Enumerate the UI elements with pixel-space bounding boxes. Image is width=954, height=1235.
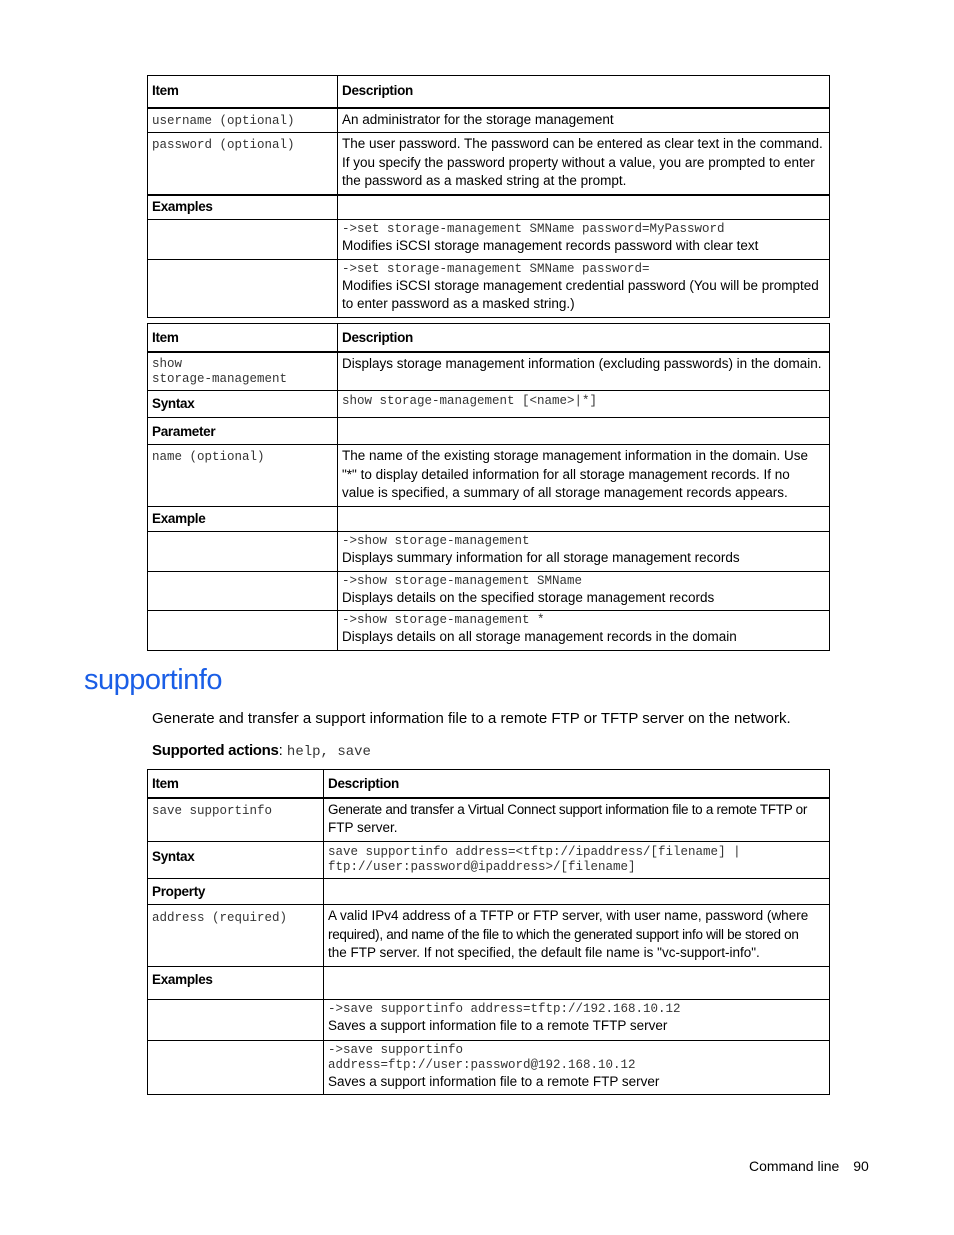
item-cell: username (optional)	[148, 108, 338, 133]
section-title: supportinfo	[84, 664, 222, 696]
examples-label: Examples	[148, 195, 338, 220]
table-row	[148, 506, 830, 532]
syntax-cell: show storage-management [<name>|*]	[338, 390, 830, 417]
table-row	[148, 352, 830, 391]
table-row	[148, 1040, 830, 1095]
column-header-item: Item	[148, 76, 338, 108]
table-row	[148, 108, 830, 133]
item-cell: name (optional)	[148, 445, 338, 507]
section-intro: Generate and transfer a support information file to a remote FTP or TFTP server on the network.	[152, 710, 791, 727]
column-header-description: Description	[324, 770, 830, 798]
table-set-storage-management	[147, 75, 830, 318]
supported-actions-label: Supported actions	[152, 742, 279, 759]
column-header-item: Item	[148, 770, 324, 798]
table-supportinfo	[147, 769, 830, 1095]
syntax-label: Syntax	[148, 841, 324, 878]
table-row	[148, 905, 830, 967]
supported-actions-values: help, save	[286, 744, 371, 760]
table-row	[148, 798, 830, 842]
example-cell: ->show storage-management SMName Displays details on the specified storage management records	[338, 571, 830, 611]
example-cell: ->show storage-management Displays summary information for all storage management records	[338, 532, 830, 572]
item-cell: save supportinfo	[148, 798, 324, 842]
description-cell: The name of the existing storage management information in the domain. Use "*" to display detailed information for all storage management records. If no value is specified, a summary of all storage management records appears.	[338, 445, 830, 507]
examples-label: Examples	[148, 966, 324, 999]
page-number: 90	[853, 1158, 869, 1174]
description-cell: An administrator for the storage management	[338, 108, 830, 133]
table-row	[148, 417, 830, 445]
table-row	[148, 445, 830, 507]
column-header-description: Description	[338, 324, 830, 352]
table-row	[148, 999, 830, 1040]
syntax-cell: save supportinfo address=<tftp://ipaddress/[filename] | ftp://user:password@ipaddress>/[filename]	[324, 841, 830, 878]
table-row	[148, 841, 830, 878]
table-show-storage-management	[147, 323, 830, 651]
table-row	[148, 611, 830, 651]
table-row	[148, 195, 830, 220]
syntax-label: Syntax	[148, 390, 338, 417]
supported-actions: Supported actions: help, save	[152, 742, 371, 760]
column-header-description: Description	[338, 76, 830, 108]
column-header-item: Item	[148, 324, 338, 352]
item-cell: password (optional)	[148, 133, 338, 195]
property-label: Property	[148, 878, 324, 905]
example-cell: ->show storage-management * Displays details on all storage management records in the domain	[338, 611, 830, 651]
item-cell: address (required)	[148, 905, 324, 967]
table-row	[148, 259, 830, 317]
example-cell: ->set storage-management SMName password= Modifies iSCSI storage management credential password (You will be prompted to enter password as a masked string.)	[338, 259, 830, 317]
table-row	[148, 571, 830, 611]
description-cell: The user password. The password can be entered as clear text in the command. If you specify the password property without a value, you are prompted to enter the password as a masked string at the prompt.	[338, 133, 830, 195]
table-row	[148, 532, 830, 572]
description-cell: Displays storage management information (excluding passwords) in the domain.	[338, 352, 830, 391]
table-row	[148, 966, 830, 999]
description-cell: A valid IPv4 address of a TFTP or FTP server, with user name, password (where required), and name of the file to which the generated support info will be stored on the FTP server. If not specified, the default file name is "vc-support-info".	[324, 905, 830, 967]
example-label: Example	[148, 506, 338, 532]
table-row	[148, 133, 830, 195]
table-row	[148, 878, 830, 905]
item-cell: show storage-management	[148, 352, 338, 391]
table-row	[148, 220, 830, 260]
table-row	[148, 390, 830, 417]
example-cell: ->save supportinfo address=ftp://user:password@192.168.10.12 Saves a support information file to a remote FTP server	[324, 1040, 830, 1095]
example-cell: ->save supportinfo address=tftp://192.168.10.12 Saves a support information file to a remote TFTP server	[324, 999, 830, 1040]
parameter-label: Parameter	[148, 417, 338, 445]
example-cell: ->set storage-management SMName password=MyPassword Modifies iSCSI storage management records password with clear text	[338, 220, 830, 260]
page-footer	[749, 1158, 869, 1174]
description-cell: Generate and transfer a Virtual Connect support information file to a remote TFTP or FTP server.	[324, 798, 830, 842]
footer-label: Command line	[749, 1158, 840, 1174]
